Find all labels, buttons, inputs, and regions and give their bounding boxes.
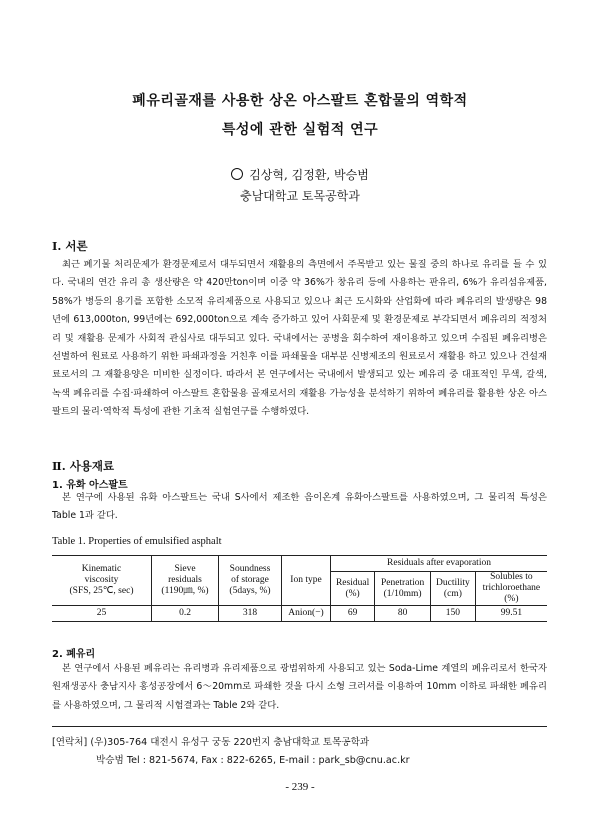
header-ion-type: Ion type xyxy=(282,556,331,606)
cell-penetration: 80 xyxy=(375,606,431,622)
footer-divider xyxy=(52,726,547,727)
emulsified-asphalt-paragraph: 본 연구에 사용된 유화 아스팔트는 국내 S사에서 제조한 음이온계 유화아스팔트를 사용하였으며, 그 물리적 특성은 Table 1과 같다. xyxy=(52,492,547,522)
cell-solubles: 99.51 xyxy=(475,606,547,622)
header-residual: Residual (%) xyxy=(331,572,375,606)
contact-details: 박승범 Tel : 821-5674, Fax : 822-6265, E-mail : park_sb@cnu.ac.kr xyxy=(96,755,410,766)
header-penetration: Penetration (1/10mm) xyxy=(375,572,431,606)
contact-address: [연락처] (우)305-764 대전시 유성구 궁동 220번지 충남대학교 토목공학과 xyxy=(52,737,370,748)
table1-emulsified-asphalt-properties xyxy=(52,555,547,622)
subsection-heading-emulsified-asphalt: 1. 유화 아스팔트 xyxy=(52,480,128,491)
header-sieve-residuals: Sieve residuals (1190㎛, %) xyxy=(152,556,219,606)
header-solubles: Solubles to trichloroethane (%) xyxy=(475,572,547,606)
waste-glass-paragraph: 본 연구에서 사용된 폐유리는 유리병과 유리제품으로 광범위하게 사용되고 있는 Soda-Lime 계열의 폐유리로서 한국자원재생공사 충남지사 홍성공장에서 6～20mm로 파쇄한 것을 다시 소형 크러셔를 이용하여 10mm 이하로 파쇄한 폐유리를 사용하였으며, 그 물리적 시험결과는 Table 2와 같다. xyxy=(52,663,547,711)
subsection-heading-waste-glass: 2. 폐유리 xyxy=(52,649,96,660)
page-number: - 239 - xyxy=(285,781,315,793)
introduction-paragraph: 최근 폐기물 처리문제가 환경문제로서 대두되면서 재활용의 측면에서 주목받고 있는 물질 중의 하나로 유리를 들 수 있다. 국내의 연간 유리 총 생산량은 약 420만ton이며 이중 약 36%가 창유리 등에 사용하는 판유리, 6%가 유리섬유제품, 58%가 병등의 용기를 포함한 소모적 유리제품으로 사용되고 있으나 최근 도시화와 산업화에 따라 폐유리의 발생량은 98년에 613,000ton, 99년에는 692,000ton으로 계속 증가하고 있어 사회문제 및 환경문제로 부각되면서 폐유리의 적정처리 및 재활용 문제가 사회적 관심사로 대두되고 있다. 국내에서는 공병을 회수하여 재이용하고 있으며 수집된 폐유리병은 선별하여 원료로 사용하기 위한 파쇄과정을 거친후 이를 파쇄물을 대부분 신병제조의 원료로서 재활용 하고 있으나 건설재료로서의 그 재활용양은 미비한 실정이다. 따라서 본 연구에서는 국내에서 발생되고 있는 폐유리 중 대표적인 무색, 갈색, 녹색 폐유리를 수집·파쇄하여 아스팔트 혼합물용 골재로서의 재활용 가능성을 분석하기 위하여 폐유리를 활용한 상온 아스팔트의 물리·역학적 특성에 관한 기초적 실험연구를 수행하였다. xyxy=(52,259,547,418)
cell-kinematic-viscosity: 25 xyxy=(52,606,152,622)
author-list xyxy=(0,166,600,183)
paper-title-line1: 폐유리골재를 사용한 상온 아스팔트 혼합물의 역학적 xyxy=(132,93,468,109)
header-ductility: Ductility (cm) xyxy=(430,572,475,606)
affiliation: 충남대학교 토목공학과 xyxy=(240,189,360,203)
header-residuals-after-evaporation: Residuals after evaporation xyxy=(331,556,548,572)
section-heading-materials: Ⅱ. 사용재료 xyxy=(52,459,115,473)
cell-residual: 69 xyxy=(331,606,375,622)
table-row xyxy=(52,606,547,622)
cell-sieve-residuals: 0.2 xyxy=(152,606,219,622)
section-heading-introduction: Ⅰ. 서론 xyxy=(52,239,88,253)
header-kinematic-viscosity: Kinematic viscosity (SFS, 25℃, sec) xyxy=(52,556,152,606)
paper-title-line2: 특성에 관한 실험적 연구 xyxy=(221,122,379,138)
cell-ion-type: Anion(−) xyxy=(282,606,331,622)
table1-caption: Table 1. Properties of emulsified asphalt xyxy=(52,536,222,547)
header-soundness-of-storage: Soundness of storage (5days, %) xyxy=(219,556,282,606)
cell-soundness: 318 xyxy=(219,606,282,622)
cell-ductility: 150 xyxy=(430,606,475,622)
presenter-circle-icon xyxy=(231,168,243,180)
author-names: 김상혁, 김정환, 박승범 xyxy=(249,168,369,182)
